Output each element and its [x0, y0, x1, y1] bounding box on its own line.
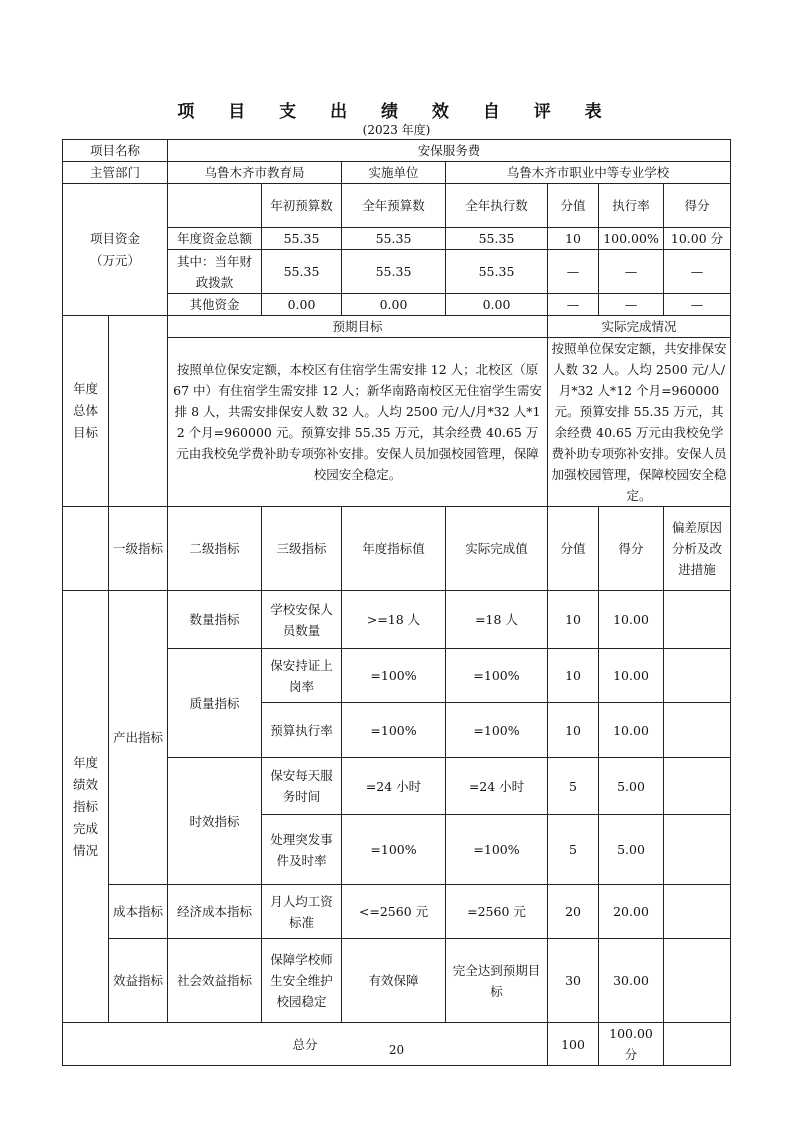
funds-cell: 55.35 [262, 228, 342, 250]
actual-completion-text: 按照单位保安定额，共安排保安人数 32 人。人均 2500 元/人/月*32 人*12 个月=960000 元。预算安排 55.35 万元，其余经费 40.65 万元由我校免学费补助专项弥补安排。安保人员加强校园管理，保障校园安全稳定。 [548, 338, 731, 507]
funds-label: 项目资金 （万元） [63, 184, 168, 316]
indicator-name: 学校安保人员数量 [262, 591, 342, 649]
indicator-header-level2: 二级指标 [168, 507, 262, 591]
page-title: 项 目 支 出 绩 效 自 评 表 [177, 102, 616, 122]
level1-output: 产出指标 [109, 591, 168, 885]
dept-value: 乌鲁木齐市教育局 [168, 162, 342, 184]
indicator-header-score: 得分 [599, 507, 664, 591]
total-score-max: 100 [548, 1023, 599, 1066]
funds-cell: 100.00% [599, 228, 664, 250]
indicator-target: <=2560 元 [342, 885, 446, 939]
funds-cell: — [548, 250, 599, 294]
funds-cell: 0.00 [342, 294, 446, 316]
indicator-header-deviation: 偏差原因分析及改进措施 [664, 507, 731, 591]
level2-quality: 质量指标 [168, 649, 262, 758]
funds-cell: — [548, 294, 599, 316]
funds-cell: 55.35 [342, 228, 446, 250]
indicator-score: 10.00 [599, 591, 664, 649]
indicator-header-actual: 实际完成值 [446, 507, 548, 591]
level2-quantity: 数量指标 [168, 591, 262, 649]
expected-goal-text: 按照单位保安定额，本校区有住宿学生需安排 12 人；北校区（原 67 中）有住宿学生需安排 12 人；新华南路南校区无住宿学生需安排 8 人，共需安排保安人数 32 人。人均 2500 元/人/月*32 人*12 个月=960000 元。预算安排 55.35 万元，其余经费 40.65 万元由我校免学费补助专项弥补安排。安保人员加强校园管理，保障校园安全稳定。 [168, 338, 548, 507]
funds-cell: 0.00 [262, 294, 342, 316]
funds-row-name: 其他资金 [168, 294, 262, 316]
indicator-score-max: 10 [548, 703, 599, 758]
indicator-actual: =2560 元 [446, 885, 548, 939]
funds-cell: 55.35 [446, 250, 548, 294]
funds-header-executed: 全年执行数 [446, 184, 548, 228]
level2-social-benefit: 社会效益指标 [168, 939, 262, 1023]
indicator-target: 有效保障 [342, 939, 446, 1023]
level1-benefit: 效益指标 [109, 939, 168, 1023]
indicator-actual: =100% [446, 649, 548, 703]
indicator-note [664, 703, 731, 758]
total-score: 100.00 分 [599, 1023, 664, 1066]
indicator-score-max: 10 [548, 649, 599, 703]
level2-timeliness: 时效指标 [168, 758, 262, 885]
indicator-score: 10.00 [599, 649, 664, 703]
indicator-header-score-max: 分值 [548, 507, 599, 591]
level2-economic-cost: 经济成本指标 [168, 885, 262, 939]
indicator-score-max: 10 [548, 591, 599, 649]
indicator-header-target: 年度指标值 [342, 507, 446, 591]
indicator-note [664, 885, 731, 939]
funds-cell: — [664, 250, 731, 294]
indicator-actual: =24 小时 [446, 758, 548, 815]
funds-header-blank [168, 184, 262, 228]
funds-cell: 55.35 [446, 228, 548, 250]
indicator-target: =100% [342, 815, 446, 885]
goals-spacer [109, 316, 168, 507]
indicator-name: 保障学校师生安全维护校园稳定 [262, 939, 342, 1023]
indicator-header-level3: 三级指标 [262, 507, 342, 591]
indicator-score: 30.00 [599, 939, 664, 1023]
level1-cost: 成本指标 [109, 885, 168, 939]
indicator-score-max: 30 [548, 939, 599, 1023]
indicator-note [664, 815, 731, 885]
indicator-note [664, 591, 731, 649]
funds-cell: 55.35 [262, 250, 342, 294]
funds-header-initial-budget: 年初预算数 [262, 184, 342, 228]
funds-cell: 10 [548, 228, 599, 250]
impl-unit-value: 乌鲁木齐市职业中等专业学校 [446, 162, 731, 184]
indicator-name: 保安持证上岗率 [262, 649, 342, 703]
goals-label: 年度 总体 目标 [63, 316, 109, 507]
funds-header-full-budget: 全年预算数 [342, 184, 446, 228]
funds-cell: — [599, 250, 664, 294]
indicator-actual: =100% [446, 815, 548, 885]
page-subtitle-year: (2023 年度) [362, 123, 431, 137]
funds-cell: — [599, 294, 664, 316]
indicator-score: 5.00 [599, 758, 664, 815]
indicator-score: 5.00 [599, 815, 664, 885]
indicator-score: 20.00 [599, 885, 664, 939]
impl-unit-label: 实施单位 [342, 162, 446, 184]
indicator-score-max: 5 [548, 758, 599, 815]
indicator-actual: =100% [446, 703, 548, 758]
indicator-note [664, 758, 731, 815]
indicator-target: =100% [342, 649, 446, 703]
indicator-name: 月人均工资标准 [262, 885, 342, 939]
funds-header-score-max: 分值 [548, 184, 599, 228]
expected-goal-header: 预期目标 [168, 316, 548, 338]
funds-cell: 55.35 [342, 250, 446, 294]
dept-label: 主管部门 [63, 162, 168, 184]
indicator-name: 保安每天服务时间 [262, 758, 342, 815]
actual-completion-header: 实际完成情况 [548, 316, 731, 338]
indicator-target: =24 小时 [342, 758, 446, 815]
project-name-value: 安保服务费 [168, 140, 731, 162]
indicator-name: 处理突发事件及时率 [262, 815, 342, 885]
page-number: 20 [388, 1043, 405, 1057]
indicator-note [664, 649, 731, 703]
project-name-label: 项目名称 [63, 140, 168, 162]
indicator-note [664, 939, 731, 1023]
funds-cell: 0.00 [446, 294, 548, 316]
indicators-section-label: 年度 绩效 指标 完成 情况 [63, 591, 109, 1023]
funds-header-exec-rate: 执行率 [599, 184, 664, 228]
indicator-actual: =18 人 [446, 591, 548, 649]
funds-cell: 10.00 分 [664, 228, 731, 250]
funds-row-name: 年度资金总额 [168, 228, 262, 250]
total-label: 总分 [63, 1023, 548, 1066]
indicator-actual: 完全达到预期目标 [446, 939, 548, 1023]
performance-evaluation-table [62, 139, 731, 1066]
funds-cell: — [664, 294, 731, 316]
funds-row-name: 其中：当年财政拨款 [168, 250, 262, 294]
indicator-score-max: 20 [548, 885, 599, 939]
indicator-header-level1: 一级指标 [109, 507, 168, 591]
indicator-target: >=18 人 [342, 591, 446, 649]
indicator-name: 预算执行率 [262, 703, 342, 758]
indicator-target: =100% [342, 703, 446, 758]
indicator-score-max: 5 [548, 815, 599, 885]
indicator-header-blank [63, 507, 109, 591]
indicator-score: 10.00 [599, 703, 664, 758]
funds-header-score: 得分 [664, 184, 731, 228]
